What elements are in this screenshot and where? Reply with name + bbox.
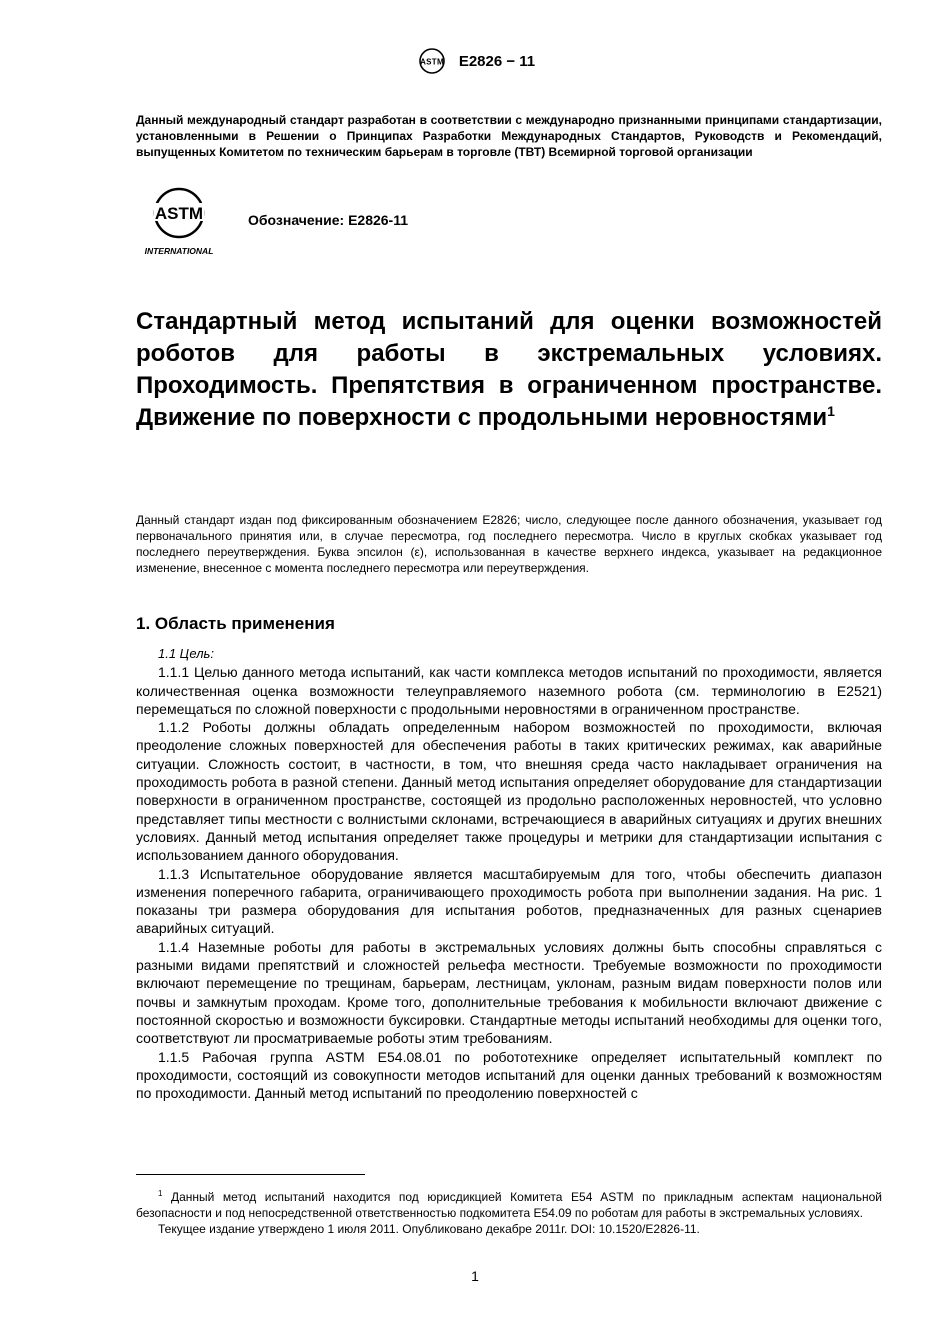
svg-text:ASTM: ASTM: [419, 57, 444, 67]
section-heading: 1. Область применения: [136, 614, 335, 633]
footnote-text-line: [136, 1186, 882, 1221]
paragraph: 1.1.2 Роботы должны обладать определенным набором возможностей по проходимости, включая преодоление сложных поверхностей для обеспечения работы в таких критических режимах, как аварийные ситуации. Сложность состоит, в частности, в том, что внешняя среда часто накладывает ограничения на проходимость робота в разной степени. Данный метод испытания определяет оборудование для стандартизации поверхности в ограниченном пространстве, состоящей из продольно расположенных неровностей, что условно представляет типы местности с волнистыми склонами, встречающиеся в аварийных ситуациях и других внешних условиях. Данный метод испытания определяет также процедуры и метрики для стандартизации испытания с использованием данного оборудования.: [136, 719, 882, 864]
paragraph: 1.1.5 Рабочая группа ASTM E54.08.01 по робототехнике определяет испытательный комплект по проходимости, состоящий из совокупности методов испытаний для оценки данных требований к возможностям по проходимости. Данный метод испытаний по преодолению поверхностей с: [136, 1048, 882, 1102]
footnote-divider: [136, 1174, 365, 1175]
footnote: [136, 1186, 882, 1237]
astm-logo-icon: [136, 186, 222, 260]
astm-small-logo-icon: [415, 48, 449, 74]
footnote-mark: 1: [158, 1189, 163, 1198]
svg-text:INTERNATIONAL: INTERNATIONAL: [144, 246, 214, 256]
page-number: 1: [471, 1268, 479, 1284]
footnote-text: Данный метод испытаний находится под юрисдикцией Комитета E54 ASTM по прикладным аспектам национальной безопасности и под непосредственной ответственностью подкомитета E54.09 по роботам для работы в экстремальных условиях.: [136, 1190, 882, 1220]
footnote-edition: Текущее издание утверждено 1 июля 2011. Опубликовано декабре 2011г. DOI: 10.1520/E2826-11.: [158, 1222, 700, 1236]
section-body: [136, 645, 882, 1102]
paragraph: 1.1.4 Наземные роботы для работы в экстремальных условиях должны быть способны справляться с разными видами препятствий и сложностей рельефа местности. Требуемые возможности по проходимости включают перемещение по трещинам, барьерам, лестницам, уклонам, разным видам поверхности полов или почвы и замкнутым проходам. Кроме того, дополнительные требования к мобильности включают движение с постоянной скоростью и возможности буксировки. Стандартные методы испытаний необходимы для оценки того, соответствуют ли просматриваемые роботы этим требованиям.: [136, 938, 882, 1047]
header-designation: E2826 − 11: [458, 52, 536, 70]
astm-international-logo: [136, 186, 222, 260]
paragraph: 1.1.1 Целью данного метода испытаний, как части комплекса методов испытаний по проходимости, является количественная оценка возможности телеуправляемого наземного робота (см. терминологию в E2521) перемещаться по сложной поверхности с продольными неровностями в ограниченном пространстве.: [136, 664, 882, 717]
subsection-heading: 1.1 Цель:: [158, 646, 214, 661]
document-title: [136, 306, 882, 434]
title-text: Стандартный метод испытаний для оценки возможностей роботов для работы в экстремальных условиях. Проходимость. Препятствия в ограниченном пространстве. Движение по поверхности с продольными неровностями: [136, 308, 882, 431]
intro-statement: Данный международный стандарт разработан в соответствии с международно признанными принципами стандартизации, установленными в Решении о Принципах Разработки Международных Стандартов, Руководств и Рекомендаций, выпущенных Комитетом по техническим барьерам в торговле (ТВТ) Всемирной торговой организации: [136, 113, 882, 159]
edition-note: Данный стандарт издан под фиксированным обозначением E2826; число, следующее после данного обозначения, указывает год первоначального принятия или, в случае пересмотра, год последнего пересмотра. Число в круглых скобках указывает год последнего переутверждения. Буква эпсилон (ε), использованная в качестве верхнего индекса, указывает на редакционное изменение, внесенное с момента последнего пересмотра или переутверждения.: [136, 513, 882, 575]
paragraph: 1.1.3 Испытательное оборудование является масштабируемым для того, чтобы обеспечить диапазон изменения поперечного габарита, ограничивающего проходимость робота при выполнении задания. На рис. 1 показаны три размера оборудования для испытания роботов, предназначенных для разных сценариев аварийных ситуаций.: [136, 865, 882, 937]
page-header: [0, 48, 950, 74]
designation-line: Обозначение: E2826-11: [248, 212, 409, 228]
title-footnote-mark: 1: [827, 403, 835, 419]
svg-text:ASTM: ASTM: [154, 204, 204, 223]
